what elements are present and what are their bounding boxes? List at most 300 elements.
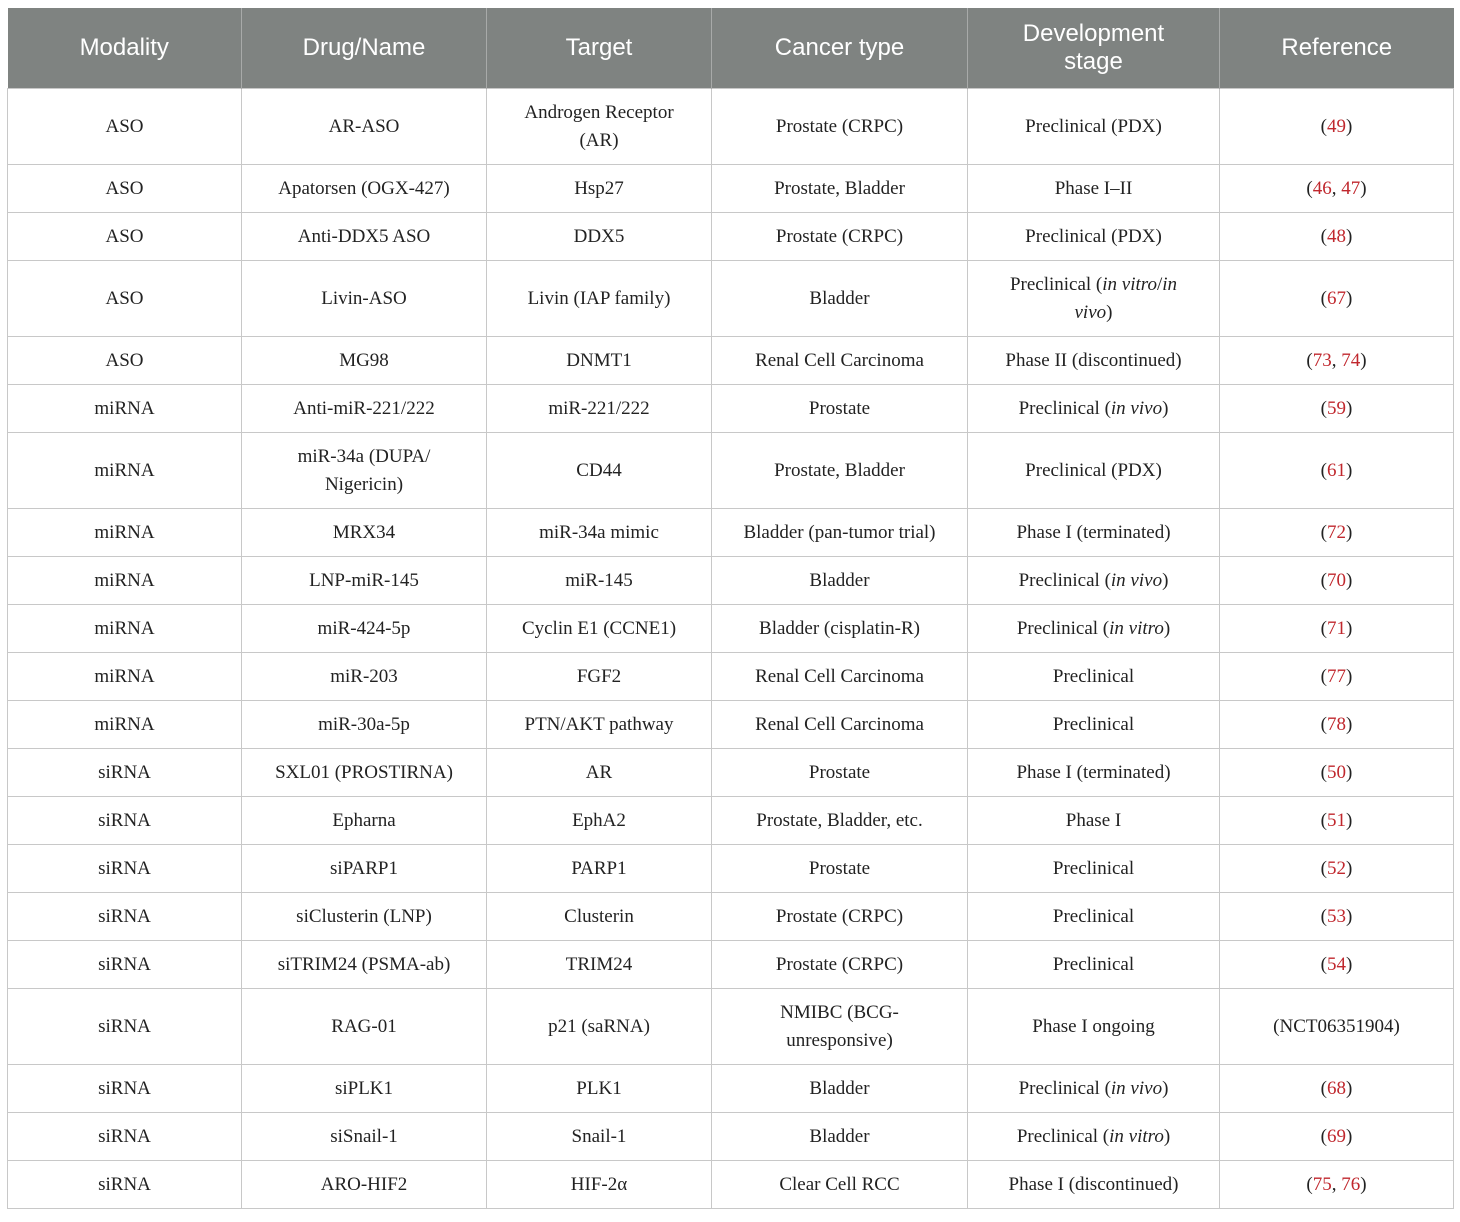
cell-cancer-type bbox=[712, 1113, 968, 1161]
reference-text: (NCT06351904) bbox=[1273, 1015, 1400, 1037]
cell-development-stage-text bbox=[1066, 807, 1121, 835]
cell-target-text: Livin (IAP family) bbox=[527, 287, 671, 309]
cell-drug-name-text: siTRIM24 (PSMA-ab) bbox=[277, 953, 451, 975]
cell-cancer-type bbox=[712, 1065, 968, 1113]
reference-link[interactable]: 67 bbox=[1327, 287, 1346, 309]
reference-group: (69) bbox=[1320, 1125, 1353, 1147]
reference-link[interactable]: 74 bbox=[1341, 349, 1361, 371]
header-cancer-type: Cancer type bbox=[712, 8, 968, 89]
cell-drug-name bbox=[242, 433, 487, 509]
cell-development-stage bbox=[968, 845, 1220, 893]
cell-modality bbox=[8, 797, 242, 845]
stage-segment: Preclinical (PDX) bbox=[1025, 225, 1162, 247]
cell-cancer-type bbox=[712, 701, 968, 749]
reference-link[interactable]: 77 bbox=[1327, 665, 1346, 687]
stage-segment: in vitro bbox=[1102, 273, 1157, 295]
cell-reference bbox=[1220, 213, 1454, 261]
reference-group: (78) bbox=[1320, 713, 1353, 735]
header-row bbox=[8, 8, 1454, 89]
stage-segment: Preclinical bbox=[1052, 713, 1135, 735]
cell-modality bbox=[8, 89, 242, 165]
cell-target-text: Hsp27 bbox=[574, 177, 624, 199]
cell-cancer-type-text: Prostate, Bladder, etc. bbox=[756, 809, 923, 831]
cell-modality bbox=[8, 509, 242, 557]
cell-cancer-type bbox=[712, 165, 968, 213]
cell-cancer-type-text: Prostate bbox=[808, 397, 871, 419]
cell-cancer-type-text: Prostate (CRPC) bbox=[775, 115, 904, 137]
cell-reference bbox=[1220, 989, 1454, 1065]
stage-segment: in vivo bbox=[1110, 569, 1163, 591]
cell-drug-name bbox=[242, 653, 487, 701]
cell-drug-name bbox=[242, 1113, 487, 1161]
cell-target bbox=[487, 433, 712, 509]
cell-development-stage bbox=[968, 605, 1220, 653]
cell-target-text: EphA2 bbox=[572, 809, 626, 831]
table-row bbox=[8, 557, 1454, 605]
reference-link[interactable]: 61 bbox=[1327, 459, 1346, 481]
cell-development-stage-text bbox=[1025, 113, 1162, 141]
cell-drug-name bbox=[242, 213, 487, 261]
cell-target-text: Cyclin E1 (CCNE1) bbox=[521, 617, 677, 639]
cell-reference bbox=[1220, 653, 1454, 701]
cell-cancer-type-text: Prostate bbox=[808, 857, 871, 879]
cell-drug-name-text: siClusterin (LNP) bbox=[296, 905, 432, 927]
cell-target bbox=[487, 213, 712, 261]
reference-group: (72) bbox=[1320, 521, 1353, 543]
cell-cancer-type bbox=[712, 261, 968, 337]
table-row bbox=[8, 337, 1454, 385]
cell-modality-text: siRNA bbox=[98, 809, 151, 831]
cell-reference bbox=[1220, 1113, 1454, 1161]
table-row bbox=[8, 797, 1454, 845]
cell-cancer-type-text: Prostate (CRPC) bbox=[775, 225, 904, 247]
table-row bbox=[8, 433, 1454, 509]
cell-modality-text: miRNA bbox=[94, 617, 155, 639]
cell-cancer-type-text: Bladder (cisplatin-R) bbox=[759, 617, 920, 639]
reference-group: (48) bbox=[1320, 225, 1353, 247]
cell-development-stage bbox=[968, 989, 1220, 1065]
cell-target bbox=[487, 1161, 712, 1209]
cell-cancer-type-text: Prostate bbox=[808, 761, 871, 783]
cell-cancer-type bbox=[712, 797, 968, 845]
reference-link[interactable]: 51 bbox=[1327, 809, 1346, 831]
cell-drug-name bbox=[242, 845, 487, 893]
reference-link[interactable]: 78 bbox=[1327, 713, 1346, 735]
cell-drug-name-text: miR-34a (DUPA/ Nigericin) bbox=[297, 445, 431, 495]
cell-target-text: TRIM24 bbox=[565, 953, 633, 975]
stage-segment: Preclinical bbox=[1052, 953, 1135, 975]
stage-segment: in vivo bbox=[1074, 273, 1178, 323]
cell-target-text: miR-145 bbox=[565, 569, 633, 591]
stage-segment: ) bbox=[1163, 617, 1171, 639]
cell-reference bbox=[1220, 509, 1454, 557]
stage-segment: Phase I (terminated) bbox=[1016, 521, 1171, 543]
cell-drug-name-text: siSnail-1 bbox=[330, 1125, 398, 1147]
cell-drug-name-text: Anti-DDX5 ASO bbox=[297, 225, 431, 247]
cell-target bbox=[487, 261, 712, 337]
cell-modality bbox=[8, 989, 242, 1065]
cell-development-stage bbox=[968, 653, 1220, 701]
reference-link[interactable]: 71 bbox=[1327, 617, 1346, 639]
cell-drug-name-text: MRX34 bbox=[332, 521, 396, 543]
cell-drug-name bbox=[242, 893, 487, 941]
cell-modality-text: miRNA bbox=[94, 665, 155, 687]
table-row bbox=[8, 509, 1454, 557]
cell-development-stage-text bbox=[1016, 759, 1170, 787]
cell-reference bbox=[1220, 893, 1454, 941]
cell-target-text: Androgen Receptor (AR) bbox=[524, 101, 674, 151]
cell-development-stage bbox=[968, 749, 1220, 797]
cell-development-stage bbox=[968, 941, 1220, 989]
cell-reference bbox=[1220, 845, 1454, 893]
cell-drug-name-text: Epharna bbox=[332, 809, 396, 831]
cell-reference bbox=[1220, 605, 1454, 653]
cell-target bbox=[487, 509, 712, 557]
cell-cancer-type bbox=[712, 385, 968, 433]
cell-modality bbox=[8, 605, 242, 653]
cell-drug-name bbox=[242, 749, 487, 797]
drug-table bbox=[7, 8, 1454, 1209]
cell-modality-text: ASO bbox=[105, 115, 144, 137]
cell-drug-name bbox=[242, 385, 487, 433]
cell-target bbox=[487, 165, 712, 213]
stage-segment: in vitro bbox=[1109, 617, 1164, 639]
cell-drug-name bbox=[242, 165, 487, 213]
table-row bbox=[8, 845, 1454, 893]
cell-development-stage-text bbox=[1025, 223, 1162, 251]
cell-drug-name bbox=[242, 989, 487, 1065]
reference-link[interactable]: 46 bbox=[1312, 177, 1332, 199]
cell-development-stage-text bbox=[1016, 519, 1170, 547]
cell-target-text: DDX5 bbox=[573, 225, 625, 247]
cell-modality bbox=[8, 213, 242, 261]
cell-reference bbox=[1220, 261, 1454, 337]
cell-target bbox=[487, 1113, 712, 1161]
cell-modality bbox=[8, 165, 242, 213]
table-row bbox=[8, 653, 1454, 701]
cell-cancer-type-text: Bladder bbox=[809, 1125, 870, 1147]
cell-development-stage bbox=[968, 1113, 1220, 1161]
table-row bbox=[8, 941, 1454, 989]
cell-drug-name-text: Anti-miR-221/222 bbox=[293, 397, 435, 419]
cell-cancer-type bbox=[712, 337, 968, 385]
cell-modality-text: ASO bbox=[105, 349, 144, 371]
cell-development-stage-text bbox=[1019, 567, 1169, 595]
cell-cancer-type-text: Bladder bbox=[809, 287, 870, 309]
cell-modality-text: miRNA bbox=[94, 569, 155, 591]
cell-cancer-type-text: Prostate, Bladder bbox=[774, 459, 905, 481]
cell-development-stage bbox=[968, 261, 1220, 337]
cell-cancer-type bbox=[712, 213, 968, 261]
header-modality: Modality bbox=[8, 8, 242, 89]
cell-modality-text: siRNA bbox=[98, 1173, 151, 1195]
cell-drug-name-text: miR-424-5p bbox=[317, 617, 411, 639]
cell-target bbox=[487, 89, 712, 165]
cell-development-stage-text bbox=[1053, 855, 1134, 883]
cell-development-stage bbox=[968, 1161, 1220, 1209]
cell-cancer-type bbox=[712, 557, 968, 605]
cell-modality bbox=[8, 845, 242, 893]
cell-development-stage-text bbox=[1053, 903, 1134, 931]
cell-development-stage bbox=[968, 433, 1220, 509]
reference-group: (68) bbox=[1320, 1077, 1353, 1099]
cell-cancer-type-text: Prostate (CRPC) bbox=[775, 905, 904, 927]
cell-modality bbox=[8, 385, 242, 433]
cell-modality-text: siRNA bbox=[98, 1077, 151, 1099]
cell-drug-name-text: RAG-01 bbox=[331, 1015, 397, 1037]
reference-link[interactable]: 48 bbox=[1327, 225, 1346, 247]
reference-group: (59) bbox=[1320, 397, 1353, 419]
cell-target-text: Clusterin bbox=[564, 905, 634, 927]
cell-cancer-type-text: Renal Cell Carcinoma bbox=[755, 713, 924, 735]
cell-drug-name-text: siPARP1 bbox=[330, 857, 398, 879]
cell-development-stage-text bbox=[1017, 615, 1170, 643]
cell-cancer-type-text: Prostate (CRPC) bbox=[775, 953, 904, 975]
cell-development-stage bbox=[968, 165, 1220, 213]
cell-development-stage-text bbox=[1017, 1123, 1170, 1151]
cell-drug-name bbox=[242, 1161, 487, 1209]
reference-group: (73, 74) bbox=[1306, 349, 1367, 371]
stage-segment: ) bbox=[1106, 301, 1113, 323]
stage-segment: ) bbox=[1163, 1125, 1171, 1147]
cell-development-stage-text bbox=[1053, 951, 1134, 979]
cell-reference bbox=[1220, 701, 1454, 749]
reference-link[interactable]: 75 bbox=[1312, 1173, 1332, 1195]
cell-cancer-type bbox=[712, 845, 968, 893]
cell-target bbox=[487, 605, 712, 653]
cell-development-stage bbox=[968, 557, 1220, 605]
table-row bbox=[8, 165, 1454, 213]
cell-development-stage-text bbox=[1005, 347, 1181, 375]
cell-cancer-type bbox=[712, 941, 968, 989]
cell-modality-text: siRNA bbox=[98, 953, 151, 975]
reference-group: (77) bbox=[1320, 665, 1353, 687]
reference-group: (61) bbox=[1320, 459, 1353, 481]
stage-segment: Phase I (discontinued) bbox=[1008, 1173, 1179, 1195]
reference-link[interactable]: 70 bbox=[1327, 569, 1346, 591]
reference-link[interactable]: 49 bbox=[1327, 115, 1346, 137]
cell-development-stage bbox=[968, 1065, 1220, 1113]
cell-modality-text: miRNA bbox=[94, 459, 155, 481]
cell-target bbox=[487, 893, 712, 941]
cell-drug-name-text: miR-203 bbox=[330, 665, 398, 687]
cell-drug-name-text: AR-ASO bbox=[328, 115, 400, 137]
cell-modality-text: miRNA bbox=[94, 521, 155, 543]
cell-cancer-type-text: Prostate, Bladder bbox=[774, 177, 905, 199]
reference-link[interactable]: 52 bbox=[1327, 857, 1346, 879]
cell-cancer-type-text: Renal Cell Carcinoma bbox=[755, 665, 924, 687]
stage-segment: ) bbox=[1162, 1077, 1169, 1099]
cell-modality-text: siRNA bbox=[98, 905, 151, 927]
cell-development-stage bbox=[968, 893, 1220, 941]
cell-development-stage bbox=[968, 797, 1220, 845]
reference-link[interactable]: 47 bbox=[1341, 177, 1361, 199]
cell-modality bbox=[8, 893, 242, 941]
cell-modality bbox=[8, 261, 242, 337]
stage-segment: Phase I–II bbox=[1054, 177, 1133, 199]
cell-reference bbox=[1220, 1065, 1454, 1113]
cell-target bbox=[487, 989, 712, 1065]
reference-group: (54) bbox=[1320, 953, 1353, 975]
reference-link[interactable]: 50 bbox=[1327, 761, 1346, 783]
reference-link[interactable]: 72 bbox=[1327, 521, 1346, 543]
cell-modality bbox=[8, 433, 242, 509]
stage-segment: Preclinical bbox=[1052, 665, 1135, 687]
table-row bbox=[8, 385, 1454, 433]
header-reference: Reference bbox=[1220, 8, 1454, 89]
stage-segment: Preclinical ( bbox=[1009, 273, 1103, 295]
cell-target-text: DNMT1 bbox=[566, 349, 632, 371]
table-row bbox=[8, 605, 1454, 653]
table-row bbox=[8, 261, 1454, 337]
cell-target bbox=[487, 337, 712, 385]
cell-target-text: Snail-1 bbox=[571, 1125, 627, 1147]
cell-reference bbox=[1220, 433, 1454, 509]
cell-reference bbox=[1220, 1161, 1454, 1209]
cell-target bbox=[487, 845, 712, 893]
cell-development-stage bbox=[968, 213, 1220, 261]
stage-segment: Preclinical bbox=[1052, 905, 1135, 927]
cell-development-stage-text bbox=[1025, 457, 1162, 485]
reference-group: (70) bbox=[1320, 569, 1353, 591]
cell-development-stage-text bbox=[999, 271, 1189, 327]
cell-modality-text: ASO bbox=[105, 287, 144, 309]
cell-drug-name bbox=[242, 89, 487, 165]
header-development-stage-label: Development stage bbox=[1022, 20, 1165, 75]
cell-modality-text: miRNA bbox=[94, 713, 155, 735]
table-row bbox=[8, 213, 1454, 261]
cell-target-text: FGF2 bbox=[576, 665, 622, 687]
cell-reference bbox=[1220, 337, 1454, 385]
cell-modality-text: ASO bbox=[105, 177, 144, 199]
stage-segment: / bbox=[1156, 273, 1163, 295]
cell-target-text: PLK1 bbox=[576, 1077, 622, 1099]
cell-drug-name bbox=[242, 557, 487, 605]
table-row bbox=[8, 89, 1454, 165]
cell-drug-name-text: MG98 bbox=[339, 349, 389, 371]
reference-link[interactable]: 53 bbox=[1327, 905, 1346, 927]
reference-group: (71) bbox=[1320, 617, 1353, 639]
stage-segment: ) bbox=[1162, 397, 1169, 419]
cell-modality-text: siRNA bbox=[98, 857, 151, 879]
cell-reference bbox=[1220, 557, 1454, 605]
table-body bbox=[8, 89, 1454, 1209]
cell-target bbox=[487, 557, 712, 605]
cell-target bbox=[487, 653, 712, 701]
cell-modality bbox=[8, 1161, 242, 1209]
stage-segment: Preclinical ( bbox=[1018, 1077, 1111, 1099]
cell-target-text: miR-34a mimic bbox=[539, 521, 659, 543]
cell-modality-text: siRNA bbox=[98, 761, 151, 783]
cell-modality-text: ASO bbox=[105, 225, 144, 247]
cell-target-text: PTN/AKT pathway bbox=[524, 713, 674, 735]
cell-drug-name bbox=[242, 941, 487, 989]
stage-segment: Phase I bbox=[1065, 809, 1122, 831]
stage-segment: Preclinical ( bbox=[1018, 397, 1111, 419]
cell-cancer-type bbox=[712, 989, 968, 1065]
cell-cancer-type bbox=[712, 749, 968, 797]
cell-reference bbox=[1220, 941, 1454, 989]
reference-link[interactable]: 54 bbox=[1327, 953, 1346, 975]
cell-cancer-type-text: Bladder bbox=[809, 569, 870, 591]
cell-cancer-type-text: NMIBC (BCG-unresponsive) bbox=[780, 1001, 899, 1051]
cell-development-stage bbox=[968, 701, 1220, 749]
cell-development-stage-text bbox=[1019, 1075, 1169, 1103]
cell-target-text: p21 (saRNA) bbox=[548, 1015, 650, 1037]
stage-segment: Phase I (terminated) bbox=[1016, 761, 1171, 783]
cell-development-stage bbox=[968, 89, 1220, 165]
reference-group: (50) bbox=[1320, 761, 1353, 783]
cell-target bbox=[487, 941, 712, 989]
cell-target-text: HIF-2α bbox=[570, 1173, 628, 1195]
cell-development-stage bbox=[968, 509, 1220, 557]
table-row bbox=[8, 701, 1454, 749]
cell-cancer-type bbox=[712, 893, 968, 941]
reference-group: (49) bbox=[1320, 115, 1353, 137]
cell-drug-name-text: Livin-ASO bbox=[321, 287, 407, 309]
cell-drug-name bbox=[242, 1065, 487, 1113]
cell-cancer-type bbox=[712, 1161, 968, 1209]
table-row bbox=[8, 989, 1454, 1065]
cell-cancer-type-text: Bladder (pan-tumor trial) bbox=[743, 521, 936, 543]
cell-development-stage-text bbox=[1053, 663, 1134, 691]
cell-target bbox=[487, 749, 712, 797]
stage-segment: Preclinical ( bbox=[1018, 569, 1111, 591]
stage-segment: Preclinical ( bbox=[1016, 617, 1110, 639]
table-row bbox=[8, 749, 1454, 797]
cell-development-stage bbox=[968, 337, 1220, 385]
cell-modality-text: siRNA bbox=[98, 1015, 151, 1037]
cell-modality-text: siRNA bbox=[98, 1125, 151, 1147]
header-development-stage bbox=[968, 8, 1220, 89]
reference-group: (53) bbox=[1320, 905, 1353, 927]
stage-segment: ) bbox=[1162, 569, 1169, 591]
cell-target-text: PARP1 bbox=[571, 857, 627, 879]
cell-drug-name bbox=[242, 509, 487, 557]
cell-modality bbox=[8, 1113, 242, 1161]
cell-drug-name bbox=[242, 337, 487, 385]
stage-segment: Preclinical (PDX) bbox=[1025, 115, 1162, 137]
cell-reference bbox=[1220, 749, 1454, 797]
cell-development-stage-text bbox=[1032, 1013, 1154, 1041]
cell-cancer-type-text: Bladder bbox=[809, 1077, 870, 1099]
cell-development-stage-text bbox=[1019, 395, 1169, 423]
cell-cancer-type bbox=[712, 89, 968, 165]
cell-drug-name bbox=[242, 797, 487, 845]
cell-modality bbox=[8, 701, 242, 749]
table-row bbox=[8, 1161, 1454, 1209]
cell-target bbox=[487, 385, 712, 433]
reference-group: (75, 76) bbox=[1306, 1173, 1367, 1195]
reference-link[interactable]: 59 bbox=[1327, 397, 1346, 419]
cell-reference bbox=[1220, 89, 1454, 165]
reference-link[interactable]: 68 bbox=[1327, 1077, 1346, 1099]
reference-link[interactable]: 76 bbox=[1341, 1173, 1361, 1195]
cell-reference bbox=[1220, 797, 1454, 845]
header-target: Target bbox=[487, 8, 712, 89]
cell-cancer-type bbox=[712, 509, 968, 557]
reference-link[interactable]: 69 bbox=[1327, 1125, 1346, 1147]
cell-cancer-type-text: Clear Cell RCC bbox=[779, 1173, 900, 1195]
reference-link[interactable]: 73 bbox=[1312, 349, 1332, 371]
header-drug-name: Drug/Name bbox=[242, 8, 487, 89]
reference-group: (67) bbox=[1320, 287, 1353, 309]
cell-development-stage-text bbox=[1053, 711, 1134, 739]
cell-drug-name-text: Apatorsen (OGX-427) bbox=[278, 177, 450, 199]
cell-modality bbox=[8, 557, 242, 605]
reference-group: (46, 47) bbox=[1306, 177, 1367, 199]
cell-drug-name-text: SXL01 (PROSTIRNA) bbox=[275, 761, 453, 783]
